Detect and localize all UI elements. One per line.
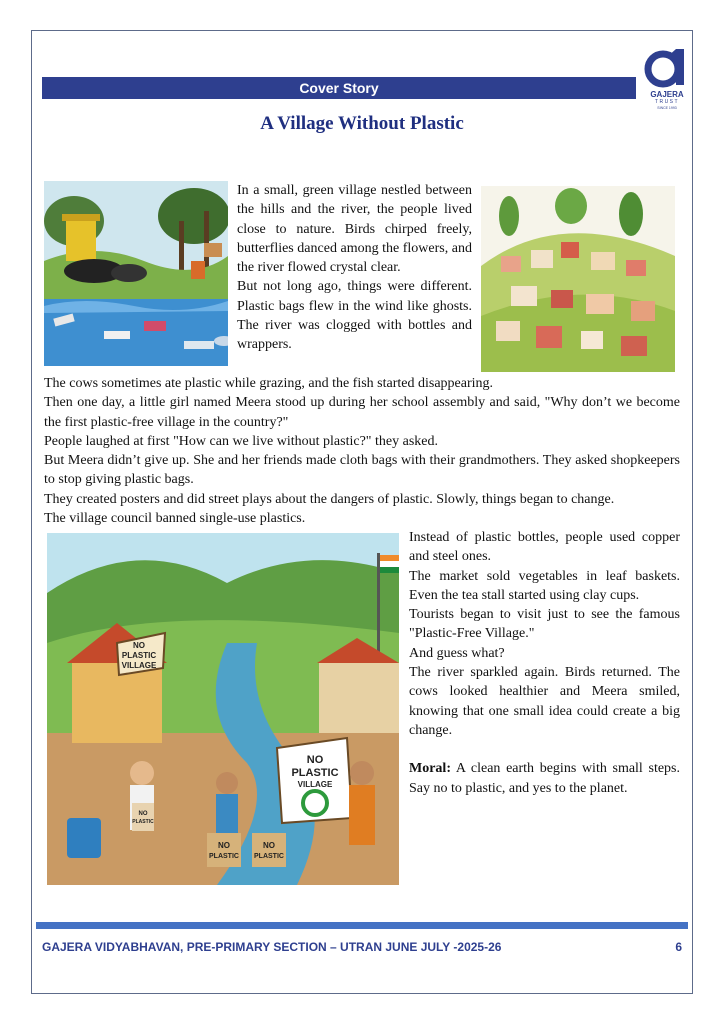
article-title: A Village Without Plastic <box>260 113 464 134</box>
intro-text-2: But not long ago, things were different. Plastic bags flew in the wind like ghosts. The river was clogged with bottles and wrappers. <box>237 279 472 353</box>
page-number: 6 <box>675 940 682 954</box>
moral-paragraph <box>409 759 680 798</box>
moral-label: Moral: <box>409 761 451 777</box>
outcome-text-1: Instead of plastic bottles, people used copper and steel ones. <box>409 530 680 565</box>
story-text-1: The cows sometimes ate plastic while grazing, and the fish started disappearing. <box>44 376 494 391</box>
story-paragraph <box>44 374 680 528</box>
logo-mark-icon <box>643 45 691 91</box>
moral-text: A clean earth begins with small steps. Say no to plastic, and yes to the planet. <box>409 761 680 796</box>
bag-3-line-1: NO <box>138 811 148 817</box>
outcome-text-2: The market sold vegetables in leaf baskets. Even the tea stall started using clay cups. <box>409 568 680 603</box>
section-label: Cover Story <box>299 80 379 96</box>
poster-line-3: VILLAGE <box>297 780 333 789</box>
polluted-river-illustration <box>44 181 228 366</box>
intro-paragraph <box>237 181 472 355</box>
outcome-text-5: The river sparkled again. Birds returned. The cows looked healthier and Meera smiled, knowing that one small idea could create a big change. <box>409 665 680 738</box>
logo-sub: TRUST <box>654 99 680 105</box>
bag-3-line-2: PLASTIC <box>132 819 154 825</box>
story-text-6: The village council banned single-use plastics. <box>44 511 306 527</box>
plastic-free-village-illustration <box>47 533 399 885</box>
outcome-text-3: Tourists began to visit just to see the famous "Plastic-Free Village." <box>409 607 680 642</box>
sign-line-1: NO <box>133 641 145 650</box>
sign-line-2: PLASTIC <box>121 651 157 660</box>
logo-since: SINCE 1993 <box>657 106 677 110</box>
bag-2-line-2: PLASTIC <box>254 853 284 860</box>
section-header-bar <box>42 77 636 99</box>
poster-line-1: NO <box>306 754 324 766</box>
hillside-village-illustration <box>481 186 675 372</box>
intro-text-1: In a small, green village nestled between the hills and the river, the people lived close to nature. Birds chirped freely, butterflies danced among the flowers, and the river flowed crystal clear. <box>237 183 472 276</box>
story-text-3: People laughed at first "How can we live without plastic?" they asked. <box>44 433 438 449</box>
story-text-5: They created posters and did street plays about the dangers of plastic. Slowly, things began to change. <box>44 491 615 507</box>
story-text-2: Then one day, a little girl named Meera stood up during her school assembly and said, "Why don’t we become the first plastic-free village in the country?" <box>44 395 680 430</box>
bag-2-line-1: NO <box>263 841 275 850</box>
poster-line-2: PLASTIC <box>291 767 339 779</box>
footer-bar <box>36 922 688 929</box>
story-text-4: But Meera didn’t give up. She and her friends made cloth bags with their grandmothers. They asked shopkeepers to stop giving plastic bags. <box>44 453 680 488</box>
gajera-trust-logo <box>643 45 691 115</box>
bag-1-line-1: NO <box>218 841 230 850</box>
outcome-text-4: And guess what? <box>409 645 505 661</box>
bag-1-line-2: PLASTIC <box>209 853 239 860</box>
logo-name: GAJERA <box>650 90 684 99</box>
page-footer <box>42 940 682 954</box>
outcome-paragraph <box>409 528 680 798</box>
footer-text: GAJERA VIDYABHAVAN, PRE-PRIMARY SECTION – UTRAN JUNE JULY -2025-26 <box>42 940 502 954</box>
sign-line-3: VILLAGE <box>121 661 157 670</box>
